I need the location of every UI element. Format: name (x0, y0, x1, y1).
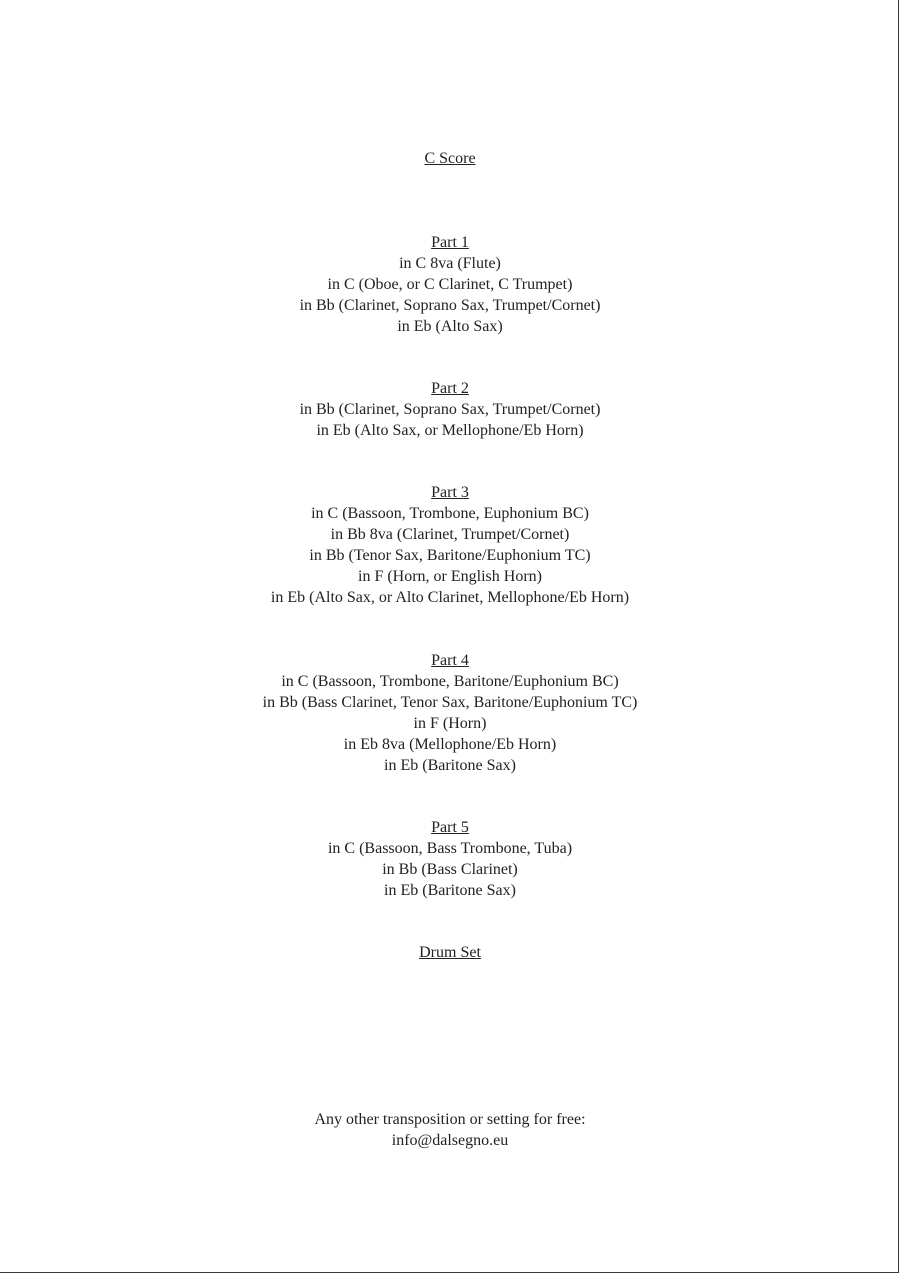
transposition-line: in Eb (Baritone Sax) (384, 757, 516, 774)
transposition-line: in F (Horn, or English Horn) (358, 568, 542, 585)
part-4-section (0, 650, 900, 776)
part-heading: Part 1 (431, 234, 469, 251)
transposition-line: in Eb (Alto Sax) (397, 318, 503, 335)
transposition-line: in Bb (Bass Clarinet, Tenor Sax, Baritone/Euphonium TC) (262, 694, 638, 711)
transposition-line: in Bb 8va (Clarinet, Trumpet/Cornet) (330, 526, 570, 543)
part-heading: Part 5 (431, 819, 469, 836)
transposition-line: in Eb (Alto Sax, or Mellophone/Eb Horn) (316, 422, 584, 439)
transposition-line: in C (Bassoon, Trombone, Euphonium BC) (311, 505, 589, 522)
transposition-line: in F (Horn) (413, 715, 487, 732)
contact-email: info@dalsegno.eu (391, 1132, 509, 1149)
page-title: C Score (424, 150, 476, 167)
transposition-line: in Bb (Tenor Sax, Baritone/Euphonium TC) (309, 547, 591, 564)
transposition-line: in C (Oboe, or C Clarinet, C Trumpet) (327, 276, 573, 293)
part-1-section (0, 232, 900, 337)
transposition-line: in C 8va (Flute) (399, 255, 501, 272)
transposition-line: in Bb (Bass Clarinet) (382, 861, 518, 878)
transposition-line: in Bb (Clarinet, Soprano Sax, Trumpet/Cornet) (299, 297, 601, 314)
transposition-line: in C (Bassoon, Bass Trombone, Tuba) (327, 840, 573, 857)
footer-note (0, 1109, 900, 1151)
drum-set-section (0, 942, 900, 963)
transposition-line: in Bb (Clarinet, Soprano Sax, Trumpet/Cornet) (299, 401, 601, 418)
transposition-line: in C (Bassoon, Trombone, Baritone/Euphonium BC) (281, 673, 619, 690)
transposition-line: in Eb (Alto Sax, or Alto Clarinet, Mellophone/Eb Horn) (270, 589, 630, 606)
transposition-line: in Eb 8va (Mellophone/Eb Horn) (343, 736, 557, 753)
part-heading: Part 2 (431, 380, 469, 397)
part-5-section (0, 817, 900, 901)
drum-set-heading: Drum Set (419, 944, 481, 961)
transposition-line: in Eb (Baritone Sax) (384, 882, 516, 899)
footer-text: Any other transposition or setting for free: (314, 1111, 586, 1128)
part-2-section (0, 378, 900, 441)
part-3-section (0, 482, 900, 608)
part-heading: Part 4 (431, 652, 469, 669)
part-heading: Part 3 (431, 484, 469, 501)
